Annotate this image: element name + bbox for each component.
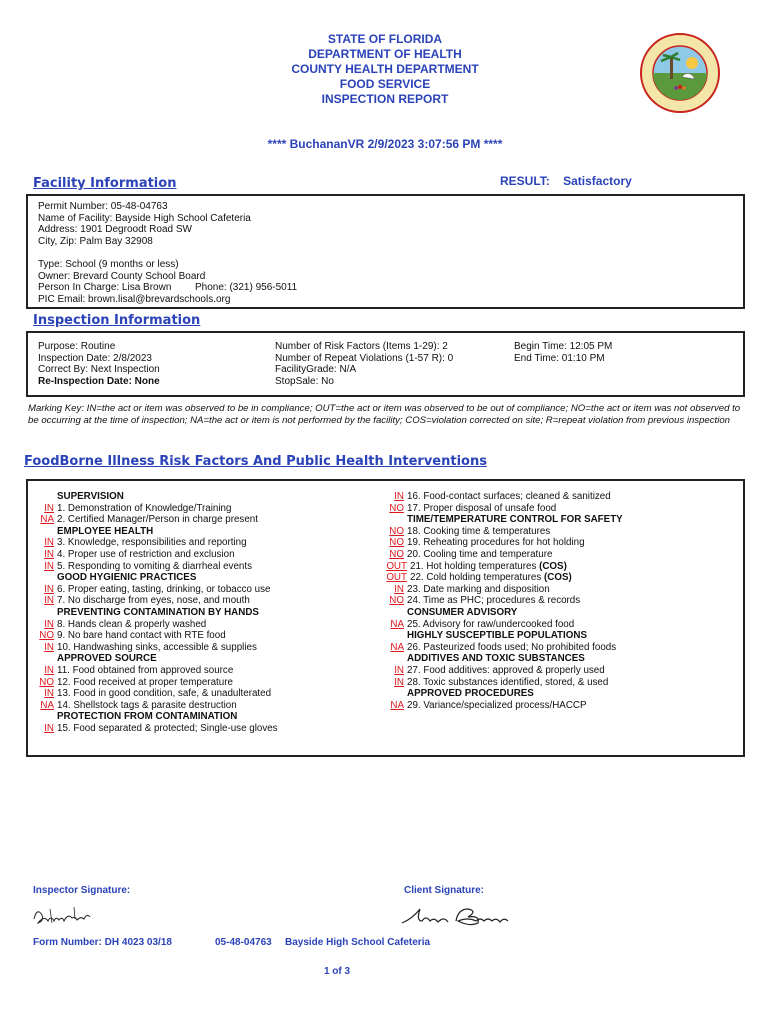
- item-label: 14. Shellstock tags & parasite destruction: [57, 699, 237, 711]
- cos-flag: (COS): [539, 560, 567, 572]
- compliance-status: IN: [44, 641, 54, 653]
- facility-grade: FacilityGrade: N/A: [275, 364, 357, 376]
- inspection-col-2: [275, 341, 453, 387]
- category-label: SUPERVISION: [57, 491, 124, 502]
- inspection-col-3: [514, 341, 612, 364]
- compliance-status: IN: [44, 548, 54, 560]
- risk-factor-item: [30, 700, 278, 712]
- compliance-status: IN: [44, 560, 54, 572]
- risk-category-heading: [30, 607, 278, 619]
- compliance-status: IN: [44, 664, 54, 676]
- item-label: 4. Proper use of restriction and exclusion: [57, 548, 235, 560]
- compliance-status: IN: [44, 618, 54, 630]
- item-label: 8. Hands clean & properly washed: [57, 618, 207, 630]
- risk-factor-item: [380, 572, 623, 584]
- risk-category-heading: [30, 711, 278, 723]
- compliance-status: [30, 572, 57, 584]
- item-label: 22. Cold holding temperatures: [410, 572, 542, 584]
- footer-permit: 05-48-04763: [215, 937, 272, 948]
- item-label: 6. Proper eating, tasting, drinking, or tobacco use: [57, 583, 271, 595]
- correct-by: Correct By: Next Inspection: [38, 364, 160, 376]
- form-number: Form Number: DH 4023 03/18: [33, 937, 172, 948]
- category-label: PREVENTING CONTAMINATION BY HANDS: [57, 606, 259, 618]
- category-label: APPROVED SOURCE: [57, 653, 157, 665]
- category-label: TIME/TEMPERATURE CONTROL FOR SAFETY: [407, 514, 623, 526]
- compliance-status: IN: [44, 583, 54, 595]
- item-label: 13. Food in good condition, safe, & unadulterated: [57, 688, 272, 700]
- compliance-status: NO: [389, 525, 404, 537]
- begin-time: Begin Time: 12:05 PM: [514, 341, 613, 352]
- risk-factor-item: [30, 630, 278, 642]
- header-state: STATE OF FLORIDA: [327, 32, 443, 46]
- risk-factor-item: [380, 561, 623, 573]
- item-label: 11. Food obtained from approved source: [57, 664, 234, 676]
- facility-type: Type: School (9 months or less): [38, 258, 179, 270]
- risk-factor-item: [30, 561, 278, 573]
- risk-category-heading: [30, 653, 278, 665]
- compliance-status: NO: [389, 502, 404, 514]
- compliance-status: NO: [389, 548, 404, 560]
- facility-city-zip: City, Zip: Palm Bay 32908: [38, 235, 153, 247]
- risk-factor-item: [380, 700, 623, 712]
- compliance-status: IN: [44, 688, 54, 700]
- risk-factor-count: Number of Risk Factors (Items 1-29): 2: [275, 341, 448, 352]
- reinspection-date: Re-Inspection Date: None: [38, 375, 160, 387]
- item-label: 18. Cooking time & temperatures: [407, 525, 551, 537]
- item-label: 17. Proper disposal of unsafe food: [407, 502, 557, 514]
- compliance-status: IN: [394, 583, 404, 595]
- risk-factor-item: [380, 584, 623, 596]
- compliance-status: [30, 653, 57, 665]
- category-label: HIGHLY SUSCEPTIBLE POPULATIONS: [407, 630, 587, 642]
- risk-factor-item: [30, 619, 278, 631]
- repeat-violation-count: Number of Repeat Violations (1-57 R): 0: [275, 352, 454, 364]
- risk-factor-item: [380, 503, 623, 515]
- compliance-status: IN: [44, 722, 54, 734]
- risk-category-heading: [30, 491, 278, 503]
- risk-factors-right-column: [380, 491, 623, 711]
- risk-factor-item: [30, 584, 278, 596]
- compliance-status: [380, 688, 407, 700]
- item-label: 21. Hot holding temperatures: [410, 560, 537, 572]
- compliance-status: [30, 711, 57, 723]
- item-label: 3. Knowledge, responsibilities and reporting: [57, 537, 247, 549]
- risk-category-heading: [30, 572, 278, 584]
- item-label: 15. Food separated & protected; Single-use gloves: [57, 722, 278, 734]
- compliance-status: [380, 607, 407, 619]
- facility-address: Address: 1901 Degroodt Road SW: [38, 224, 192, 236]
- compliance-status: NA: [40, 699, 54, 711]
- risk-factor-item: [30, 537, 278, 549]
- item-label: 24. Time as PHC; procedures & records: [407, 595, 581, 607]
- risk-factor-item: [380, 677, 623, 689]
- inspection-purpose: Purpose: Routine: [38, 341, 116, 352]
- risk-factor-item: [30, 665, 278, 677]
- item-label: 5. Responding to vomiting & diarrheal events: [57, 560, 252, 572]
- risk-factor-item: [380, 595, 623, 607]
- compliance-status: NA: [390, 641, 404, 653]
- risk-factor-item: [30, 642, 278, 654]
- header-report-title: INSPECTION REPORT: [321, 92, 449, 106]
- client-signature-image: [400, 903, 525, 934]
- item-label: 20. Cooling time and temperature: [407, 548, 553, 560]
- header-county: COUNTY HEALTH DEPARTMENT: [291, 62, 479, 76]
- inspector-signature-image: [30, 903, 100, 932]
- item-label: 12. Food received at proper temperature: [57, 676, 233, 688]
- compliance-status: IN: [394, 491, 404, 502]
- result-line: [500, 174, 632, 188]
- compliance-status: OUT: [386, 560, 407, 572]
- compliance-status: NO: [39, 676, 54, 688]
- item-label: 27. Food additives: approved & properly used: [407, 664, 605, 676]
- stop-sale: StopSale: No: [275, 375, 334, 387]
- florida-seal-icon: [640, 33, 720, 113]
- marking-key: Marking Key: IN=the act or item was observed to be in compliance; OUT=the act or item was observed to be out of compliance; NO=the act or item was not observed to be occurring at the time of inspection; NA=the act or item is not performed by the facility; COS=violation corrected on site; R=repeat violation from previous inspection: [28, 403, 741, 426]
- risk-factor-item: [30, 514, 278, 526]
- compliance-status: NO: [389, 537, 404, 549]
- result-label: RESULT:: [500, 174, 550, 188]
- compliance-status: IN: [44, 595, 54, 607]
- risk-category-heading: [380, 688, 623, 700]
- compliance-status: [380, 630, 407, 642]
- session-line: **** BuchananVR 2/9/2023 3:07:56 PM ****: [267, 137, 503, 151]
- compliance-status: [30, 526, 57, 538]
- result-value: Satisfactory: [563, 174, 632, 188]
- risk-factors-left-column: [30, 491, 278, 734]
- compliance-status: IN: [44, 537, 54, 549]
- item-label: 9. No bare hand contact with RTE food: [57, 630, 226, 642]
- header-food-service: FOOD SERVICE: [339, 77, 431, 91]
- compliance-status: [30, 491, 57, 503]
- client-signature-label: Client Signature:: [404, 885, 485, 896]
- risk-factor-item: [30, 503, 278, 515]
- risk-factor-item: [380, 537, 623, 549]
- risk-factor-item: [380, 665, 623, 677]
- item-label: 28. Toxic substances identified, stored, & used: [407, 676, 609, 688]
- risk-factor-item: [30, 595, 278, 607]
- risk-category-heading: [30, 526, 278, 538]
- risk-factor-item: [30, 688, 278, 700]
- end-time: End Time: 01:10 PM: [514, 352, 605, 364]
- inspection-col-1: [38, 341, 160, 387]
- compliance-status: IN: [394, 664, 404, 676]
- risk-category-heading: [380, 607, 623, 619]
- compliance-status: NA: [390, 699, 404, 711]
- risk-category-heading: [380, 653, 623, 665]
- risk-factor-item: [380, 619, 623, 631]
- inspection-info-box: [26, 331, 745, 397]
- item-label: 1. Demonstration of Knowledge/Training: [57, 502, 232, 514]
- person-in-charge: Person In Charge: Lisa Brown: [38, 282, 172, 294]
- compliance-status: NA: [390, 618, 404, 630]
- risk-category-heading: [380, 514, 623, 526]
- facility-phone: Phone: (321) 956-5011: [194, 282, 298, 294]
- category-label: APPROVED PROCEDURES: [407, 688, 534, 700]
- footer-facility: Bayside High School Cafeteria: [285, 937, 431, 948]
- compliance-status: [30, 607, 57, 619]
- item-label: 2. Certified Manager/Person in charge present: [57, 514, 258, 526]
- person-in-charge-row: [38, 282, 733, 294]
- risk-factors-box: [26, 479, 745, 757]
- risk-factor-item: [30, 549, 278, 561]
- permit-number: Permit Number: 05-48-04763: [38, 201, 168, 212]
- pic-email: PIC Email: brown.lisal@brevardschools.org: [38, 293, 231, 305]
- facility-owner: Owner: Brevard County School Board: [38, 270, 206, 282]
- compliance-status: [380, 514, 407, 526]
- risk-factor-item: [30, 723, 278, 735]
- risk-factor-item: [380, 642, 623, 654]
- compliance-status: [380, 653, 407, 665]
- compliance-status: IN: [394, 676, 404, 688]
- risk-factor-item: [30, 677, 278, 689]
- facility-name: Name of Facility: Bayside High School Cafeteria: [38, 212, 251, 224]
- facility-section-title: Facility Information: [33, 176, 177, 191]
- header-department: DEPARTMENT OF HEALTH: [308, 47, 462, 61]
- compliance-status: OUT: [386, 572, 407, 584]
- item-label: 7. No discharge from eyes, nose, and mouth: [57, 595, 250, 607]
- category-label: GOOD HYGIENIC PRACTICES: [57, 572, 197, 584]
- item-label: 29. Variance/specialized process/HACCP: [407, 699, 587, 711]
- item-label: 10. Handwashing sinks, accessible & supplies: [57, 641, 257, 653]
- risk-category-heading: [380, 630, 623, 642]
- item-label: 25. Advisory for raw/undercooked food: [407, 618, 575, 630]
- item-label: 16. Food-contact surfaces; cleaned & sanitized: [407, 491, 611, 502]
- category-label: CONSUMER ADVISORY: [407, 606, 518, 618]
- page-number: 1 of 3: [323, 966, 351, 977]
- compliance-status: NO: [39, 630, 54, 642]
- inspector-signature-label: Inspector Signature:: [33, 885, 131, 896]
- category-label: PROTECTION FROM CONTAMINATION: [57, 711, 238, 723]
- inspection-section-title: Inspection Information: [33, 313, 201, 328]
- risk-section-title: FoodBorne Illness Risk Factors And Public Health Interventions: [24, 454, 487, 469]
- item-label: 26. Pasteurized foods used; No prohibited foods: [407, 641, 617, 653]
- item-label: 19. Reheating procedures for hot holding: [407, 537, 585, 549]
- risk-factor-item: [380, 526, 623, 538]
- item-label: 23. Date marking and disposition: [407, 583, 550, 595]
- cos-flag: (COS): [543, 572, 572, 584]
- facility-info-box: [26, 194, 745, 309]
- compliance-status: NO: [389, 595, 404, 607]
- risk-factor-item: [380, 491, 623, 503]
- risk-factor-item: [380, 549, 623, 561]
- inspection-date: Inspection Date: 2/8/2023: [38, 352, 152, 364]
- category-label: EMPLOYEE HEALTH: [57, 525, 154, 537]
- category-label: ADDITIVES AND TOXIC SUBSTANCES: [407, 653, 585, 665]
- compliance-status: NA: [40, 514, 54, 526]
- compliance-status: IN: [44, 502, 54, 514]
